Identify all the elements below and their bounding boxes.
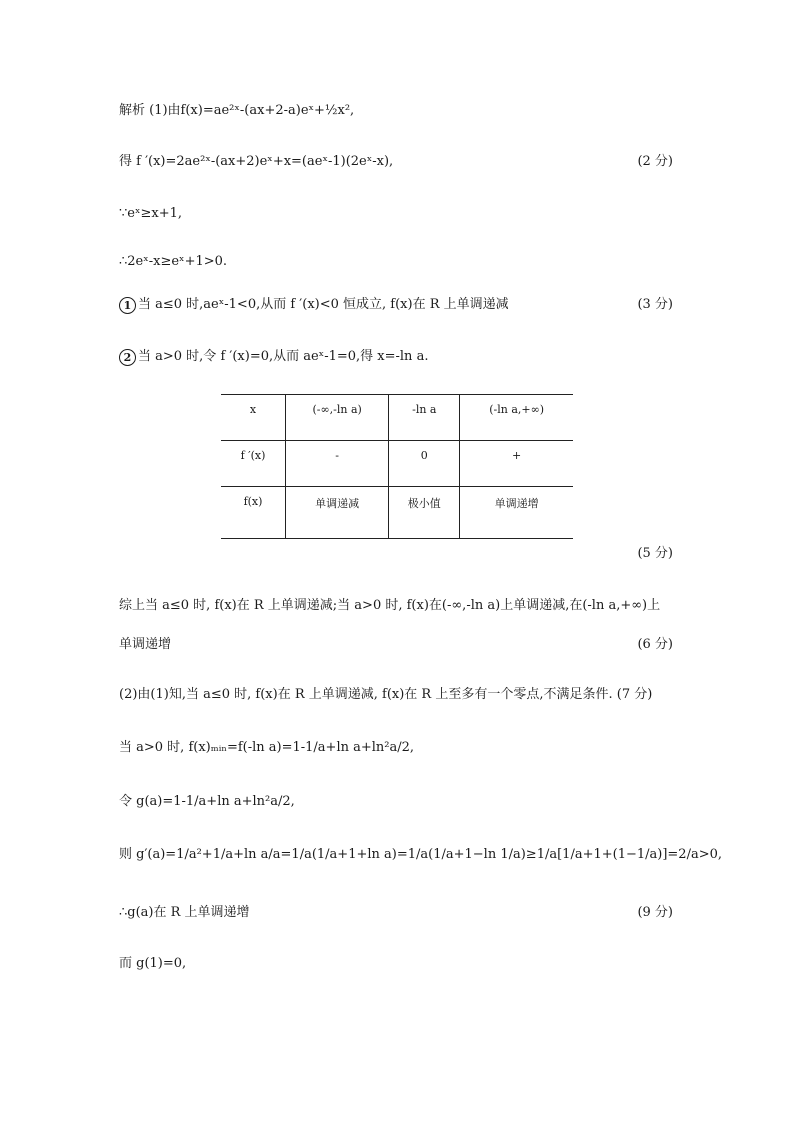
solution-line <box>119 846 722 864</box>
score-points: (3 分) <box>637 297 673 312</box>
score-points: (9 分) <box>637 905 673 920</box>
score-points: (5 分) <box>637 546 673 561</box>
line-text: 综上当 a≤0 时, f(x)在 R 上单调递减;当 a>0 时, f(x)在(-∞,-ln a)上单调递减,在(-ln a,+∞)上 <box>119 598 661 613</box>
solution-line <box>119 686 652 704</box>
line-text: 当 a≤0 时,aeˣ-1<0,从而 f ′(x)<0 恒成立, f(x)在 R 上单调递减 <box>138 297 509 312</box>
table-cell: (-∞,-ln a) <box>286 395 389 441</box>
case-number-circle: 1 <box>119 297 136 314</box>
line-text: ∵eˣ≥x+1, <box>119 206 182 221</box>
table-cell: (-ln a,+∞) <box>460 395 573 441</box>
table-cell: 单调递减 <box>286 487 389 539</box>
solution-line <box>119 348 428 366</box>
line-text: 令 g(a)=1-1/a+ln a+ln²a/2, <box>119 794 295 809</box>
line-text: ∴2eˣ-x≥eˣ+1>0. <box>119 254 228 269</box>
score-points: (2 分) <box>637 154 673 169</box>
case-number-circle: 2 <box>119 349 136 366</box>
score-points: (6 分) <box>637 637 673 652</box>
line-text: 单调递增 <box>119 637 172 652</box>
solution-line <box>119 296 509 314</box>
table-row <box>221 395 573 441</box>
line-text: (2)由(1)知,当 a≤0 时, f(x)在 R 上单调递减, f(x)在 R 上至多有一个零点,不满足条件. (7 分) <box>119 687 653 702</box>
table-cell: -ln a <box>389 395 460 441</box>
table-cell: 0 <box>389 441 460 487</box>
table-cell: f(x) <box>221 487 286 539</box>
table-cell: f ′(x) <box>221 441 286 487</box>
solution-line <box>119 739 414 757</box>
solution-line <box>119 153 393 171</box>
solution-line <box>119 205 182 223</box>
solution-line <box>119 955 186 973</box>
line-text: 当 a>0 时,令 f ′(x)=0,从而 aeˣ-1=0,得 x=-ln a. <box>138 349 429 364</box>
line-text: 当 a>0 时, f(x)ₘᵢₙ=f(-ln a)=1-1/a+ln a+ln²a/2, <box>119 740 415 755</box>
table-cell: x <box>221 395 286 441</box>
solution-line <box>119 253 227 271</box>
table-row <box>221 441 573 487</box>
table-cell: 单调递增 <box>460 487 573 539</box>
table-cell: + <box>460 441 573 487</box>
line-text: ∴g(a)在 R 上单调递增 <box>119 905 250 920</box>
line-text: 得 f ′(x)=2ae²ˣ-(ax+2)eˣ+x=(aeˣ-1)(2eˣ-x), <box>119 154 394 169</box>
solution-line <box>119 636 171 654</box>
solution-line <box>119 904 250 922</box>
line-text: 而 g(1)=0, <box>119 956 187 971</box>
line-text: 则 g′(a)=1/a²+1/a+ln a/a=1/a(1/a+1+ln a)=1/a(1/a+1−ln 1/a)≥1/a[1/a+1+(1−1/a)]=2/a>0, <box>119 847 722 862</box>
table-cell: 极小值 <box>389 487 460 539</box>
solution-line <box>119 793 295 811</box>
solution-line <box>119 597 660 615</box>
solution-line <box>119 102 354 120</box>
sign-table <box>221 394 573 539</box>
table-row <box>221 487 573 539</box>
table-cell: - <box>286 441 389 487</box>
line-text: 解析 (1)由f(x)=ae²ˣ-(ax+2-a)eˣ+½x², <box>119 103 355 118</box>
